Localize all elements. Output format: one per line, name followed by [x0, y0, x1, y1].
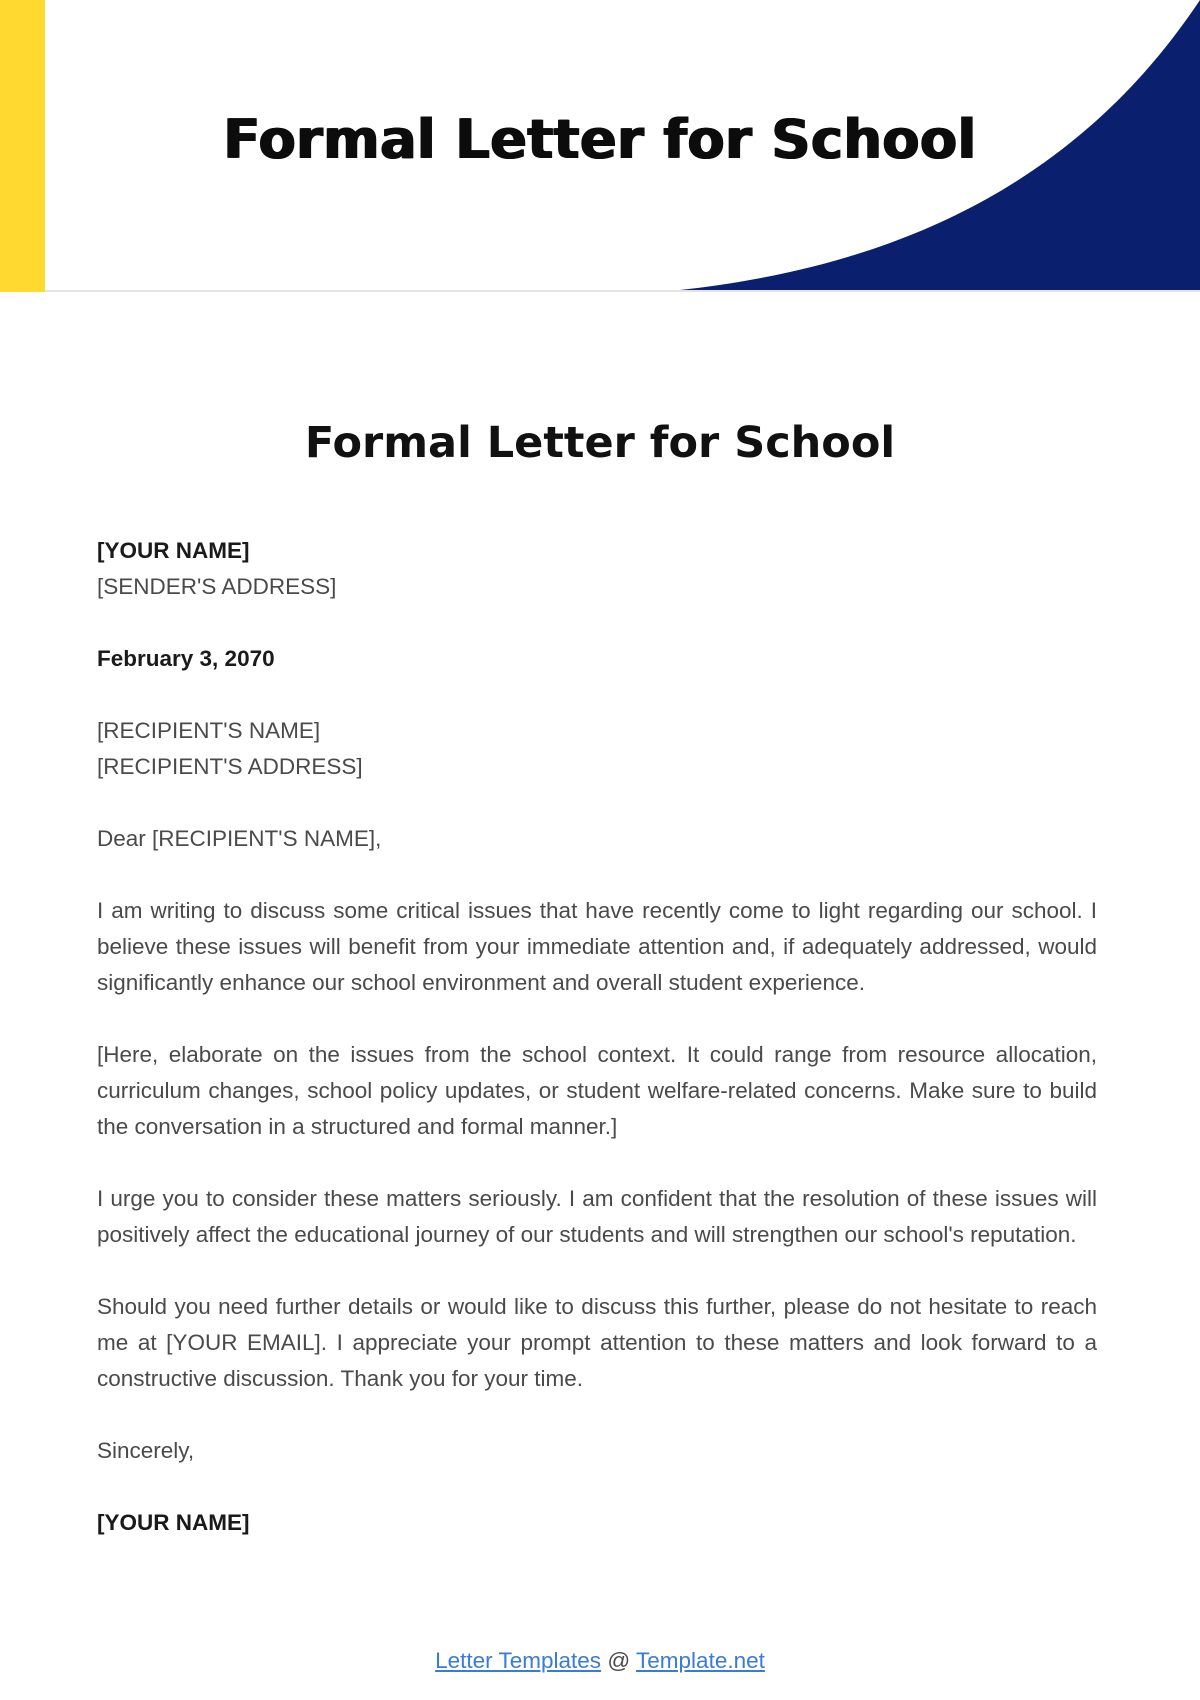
- recipient-address: [RECIPIENT'S ADDRESS]: [97, 754, 363, 779]
- letter-body: [97, 533, 1097, 1577]
- date-block: [97, 641, 1097, 677]
- paragraph-4: Should you need further details or would like to discuss this further, please do not hesitate to reach me at [YOUR EMAIL]. I appreciate your prompt attention to these matters and look forward to a constructive discussion. Thank you for your time.: [97, 1294, 1097, 1391]
- paragraph-1: I am writing to discuss some critical issues that have recently come to light regarding our school. I believe these issues will benefit from your immediate attention and, if adequately addressed, would significantly enhance our school environment and overall student experience.: [97, 898, 1097, 995]
- sender-block: [97, 533, 1097, 605]
- letter-date: February 3, 2070: [97, 646, 275, 671]
- salutation: Dear [RECIPIENT'S NAME],: [97, 826, 382, 851]
- banner-title: Formal Letter for School: [223, 108, 977, 171]
- signature-name: [YOUR NAME]: [97, 1510, 250, 1535]
- sender-address: [SENDER'S ADDRESS]: [97, 574, 337, 599]
- closing: Sincerely,: [97, 1438, 195, 1463]
- paragraph-2: [Here, elaborate on the issues from the school context. It could range from resource allocation, curriculum changes, school policy updates, or student welfare-related concerns. Make sure to build the conversation in a structured and formal manner.]: [97, 1042, 1097, 1139]
- recipient-block: [97, 713, 1097, 785]
- signature-block: [97, 1505, 1097, 1541]
- letter-templates-link[interactable]: Letter Templates: [435, 1648, 602, 1673]
- header-banner: [0, 0, 1200, 292]
- sender-name: [YOUR NAME]: [97, 538, 250, 563]
- footer: [0, 1648, 1200, 1674]
- recipient-name: [RECIPIENT'S NAME]: [97, 718, 321, 743]
- footer-separator: @: [607, 1648, 631, 1673]
- template-net-link[interactable]: Template.net: [636, 1648, 765, 1673]
- document-title: Formal Letter for School: [304, 418, 896, 468]
- paragraph-3: I urge you to consider these matters seriously. I am confident that the resolution of these issues will positively affect the educational journey of our students and will strengthen our school's reputation.: [97, 1186, 1097, 1247]
- header-divider: [45, 290, 1200, 292]
